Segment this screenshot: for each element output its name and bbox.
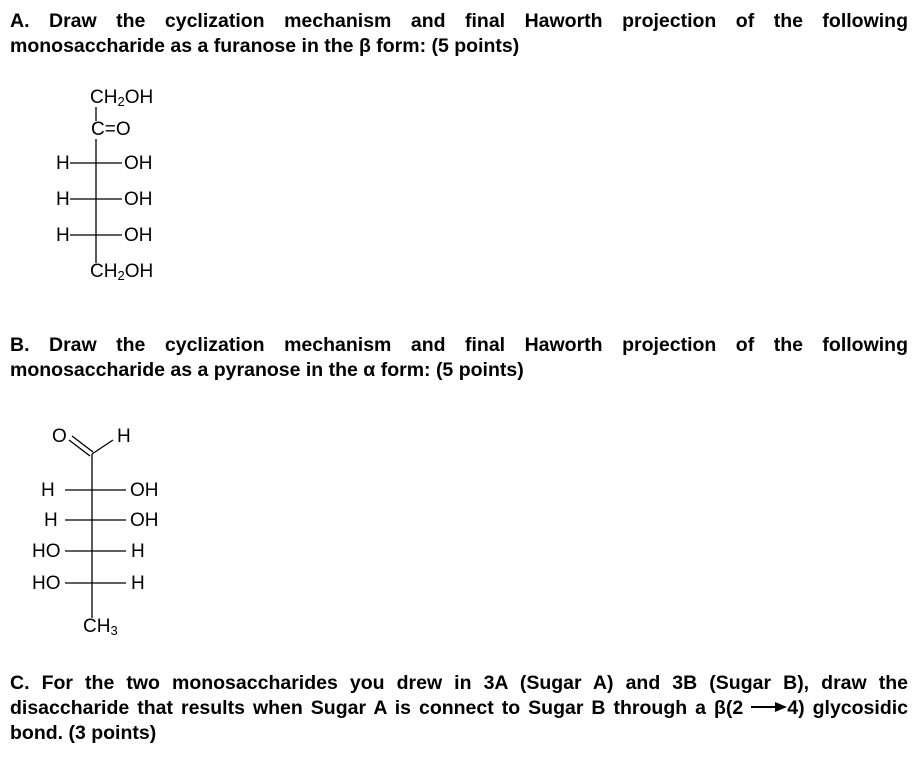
structure-a-bottom-group: $CH_2OH$ [90,261,154,283]
structure-b-row1-right: OH [130,480,159,501]
question-b-text: B. Draw the cyclization mechanism and final Haworth projection of the following monosaccharide as a pyranose in the α form: (5 points) [10,334,908,381]
structure-a-row3-left: H [56,225,70,246]
structure-b-row4-left: HO [32,573,61,594]
structure-b-row2-left: H [44,510,58,531]
structure-b-row3-left: HO [32,541,61,562]
structure-a-row3-right: OH [124,225,153,246]
structure-b-co-double-2 [72,436,93,452]
structure-a-row2-left: H [56,189,70,210]
right-arrow-icon [751,701,787,713]
structure-a-row1-left: H [56,153,70,174]
structure-b-carbonyl-o: O [52,426,67,447]
structure-b-carbonyl-h: H [117,426,131,447]
question-a-text: A. Draw the cyclization mechanism and final Haworth projection of the following monosaccharide as a furanose in the β form: (5 points) [10,10,908,57]
structure-a-top-group: $CH_2OH$ [90,87,154,109]
structure-b-row3-right: H [131,541,145,562]
structure-b-row1-left: H [41,480,55,501]
structure-a-row1-right: OH [124,153,153,174]
structure-a-carbonyl: C=O [91,119,131,140]
structure-b-bottom-group: $CH_3$ [83,616,118,638]
question-c-text: C. For the two monosaccharides you drew in 3A (Sugar A) and 3B (Sugar B), draw the disaccharide that results when Sugar A is connect to Sugar B through a β(2 4) glycosidic bond. (3 points) [10,672,908,744]
structure-b-c1-h-bond [92,440,113,454]
structure-b-row2-right: OH [130,510,159,531]
structure-a-row2-right: OH [124,189,153,210]
structure-b-co-double-1 [69,440,90,456]
structure-b-row4-right: H [131,573,145,594]
